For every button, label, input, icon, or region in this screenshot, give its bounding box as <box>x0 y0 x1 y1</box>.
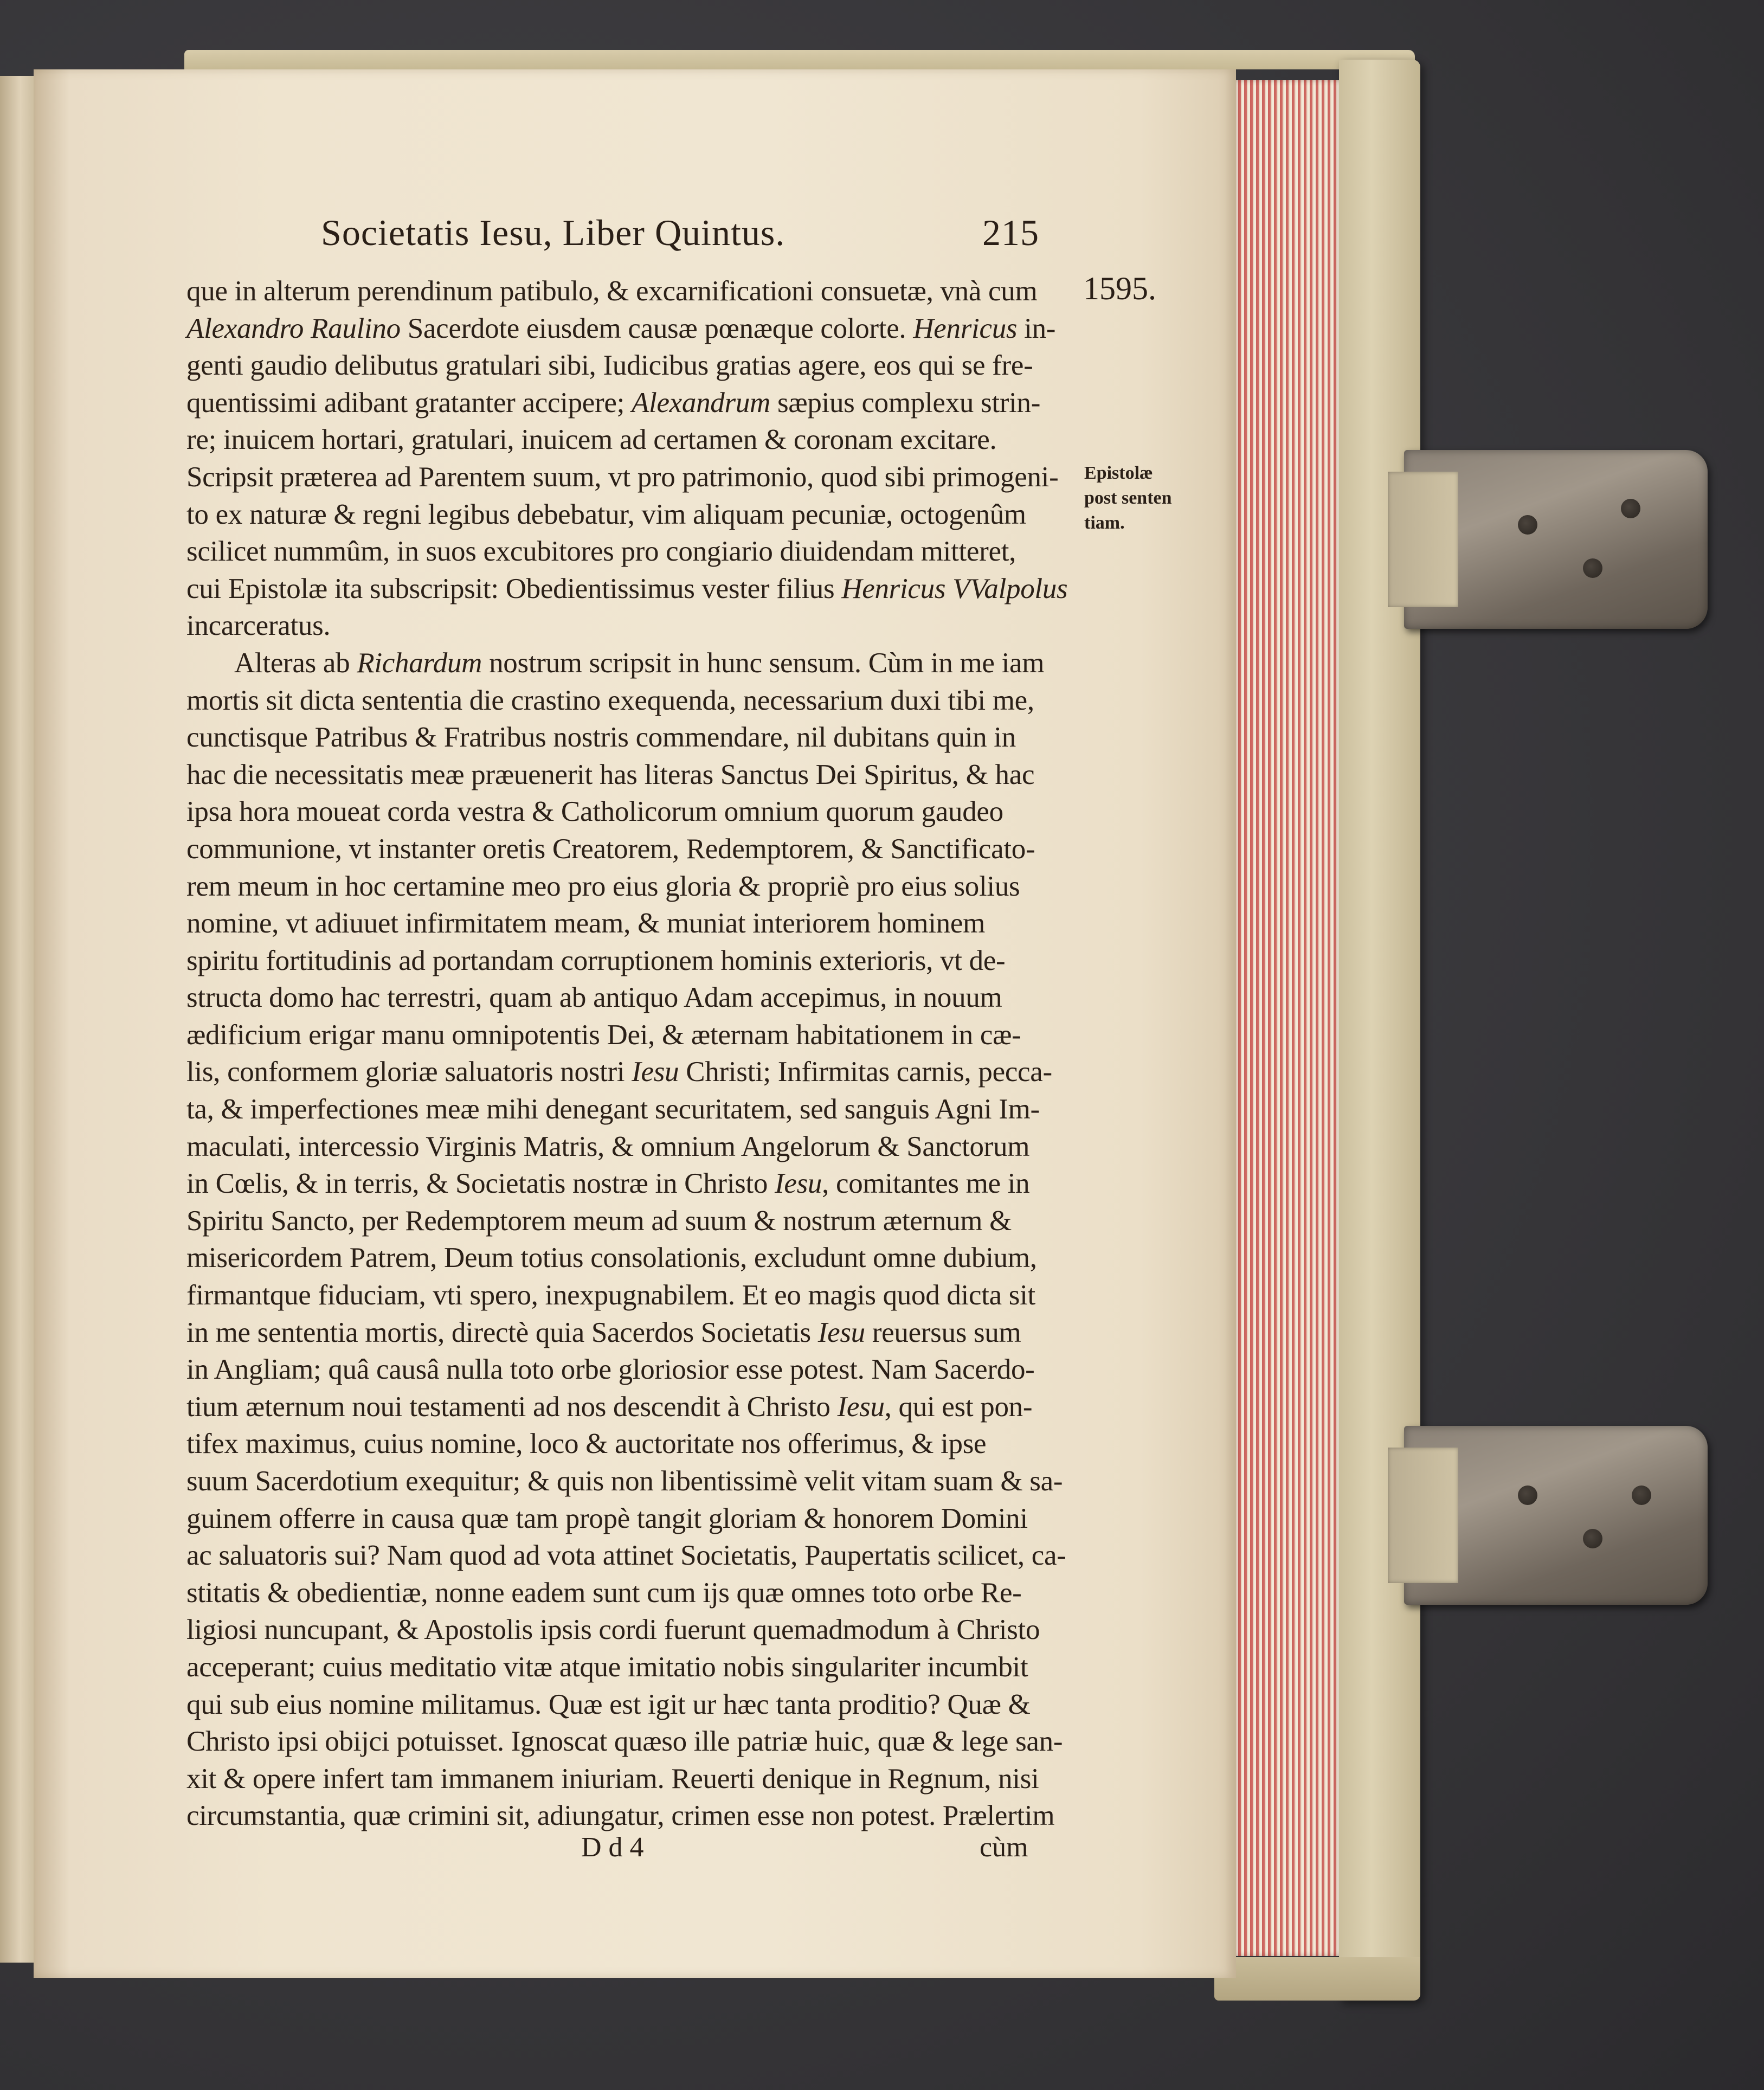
text-segment: genti gaudio delibutus gratulari sibi, Iudicibus gratias agere, eos qui se fre- <box>186 350 1033 382</box>
text-segment: ædificium erigar manu omnipotentis Dei, & æternam habitationem in cæ- <box>186 1019 1021 1051</box>
text-line <box>186 1723 1086 1760</box>
text-segment: rem meum in hoc certamine meo pro eius gloria & propriè pro eius solius <box>186 870 1020 902</box>
text-segment: nomine, vt adiuuet infirmitatem meam, & muniat interiorem hominem <box>186 908 985 940</box>
text-segment: maculati, intercessio Virginis Matris, & omnium Angelorum & Sanctorum <box>186 1130 1030 1162</box>
upper-clasp-band <box>1388 472 1458 607</box>
vellum-cover <box>1339 60 1420 2001</box>
text-segment: stitatis & obedientiæ, nonne eadem sunt cum ijs quæ omnes toto orbe Re- <box>186 1577 1022 1609</box>
text-line <box>186 1686 1086 1724</box>
text-line <box>186 942 1086 980</box>
text-segment: to ex naturæ & regni legibus debebatur, vim aliquam pecuniæ, octogenûm <box>186 498 1026 530</box>
italic-name: Iesu <box>632 1056 679 1088</box>
margin-note-line: Epistolæ <box>1084 463 1153 483</box>
rivet-icon <box>1583 1529 1602 1548</box>
text-segment: Alteras ab <box>234 647 357 679</box>
text-segment: spiritu fortitudinis ad portandam corruptionem hominis exterioris, vt de- <box>186 944 1006 976</box>
text-line <box>186 645 1086 682</box>
text-line <box>186 756 1086 794</box>
text-segment: mortis sit dicta sententia die crastino exequenda, necessarium duxi tibi me, <box>186 684 1034 716</box>
text-segment: in Angliam; quâ causâ nulla toto orbe gloriosior esse potest. Nam Sacerdo- <box>186 1354 1035 1386</box>
body-text <box>186 273 1086 1835</box>
italic-name: Henricus <box>913 312 1018 344</box>
text-line <box>186 682 1086 719</box>
lower-clasp <box>1404 1426 1708 1605</box>
text-line <box>186 1277 1086 1314</box>
margin-year: 1595. <box>1083 271 1156 306</box>
text-segment: in- <box>1017 312 1056 344</box>
text-segment: lis, conformem gloriæ saluatoris nostri <box>186 1056 632 1088</box>
text-line <box>186 1128 1086 1166</box>
text-segment: ipsa hora moueat corda vestra & Catholicorum omnium quorum gaudeo <box>186 796 1003 828</box>
text-segment: scilicet nummûm, in suos excubitores pro congiario diuidendam mitteret, <box>186 536 1016 568</box>
italic-name: Iesu <box>837 1391 885 1423</box>
italic-name: Henricus VValpolus <box>841 573 1068 605</box>
text-line <box>186 1165 1086 1202</box>
text-segment: circumstantia, quæ crimini sit, adiungatur, crimen esse non potest. Prælertim <box>186 1800 1055 1832</box>
page-number: 215 <box>982 212 1039 253</box>
facing-page-edge <box>0 76 34 1963</box>
text-segment: Scripsit præterea ad Parentem suum, vt pro patrimonio, quod sibi primogeni- <box>186 461 1059 493</box>
text-segment: incarceratus. <box>186 610 331 642</box>
text-line <box>186 1314 1086 1352</box>
text-line <box>186 905 1086 942</box>
rivet-icon <box>1518 515 1537 535</box>
text-segment: re; inuicem hortari, gratulari, inuicem ad certamen & coronam excitare. <box>186 424 997 456</box>
text-segment: in me sententia mortis, directè quia Sacerdos Societatis <box>186 1316 818 1348</box>
catchword: cùm <box>980 1832 1028 1863</box>
text-segment: ac saluatoris sui? Nam quod ad vota attinet Societatis, Paupertatis scilicet, ca- <box>186 1540 1066 1572</box>
italic-name: Alexandro Raulino <box>186 312 401 344</box>
text-segment: cui Epistolæ ita subscripsit: Obedientissimus vester filius <box>186 573 842 605</box>
text-line <box>186 1239 1086 1277</box>
text-line <box>186 868 1086 905</box>
text-line <box>186 310 1086 348</box>
text-line <box>186 1091 1086 1128</box>
cover-bottom-edge <box>1214 1957 1420 2001</box>
text-line <box>186 979 1086 1017</box>
margin-note-line: post senten <box>1084 488 1172 508</box>
text-segment: tium æternum noui testamenti ad nos descendit à Christo <box>186 1391 838 1423</box>
text-segment: misericordem Patrem, Deum totius consolationis, excludunt omne dubium, <box>186 1242 1037 1274</box>
text-segment: tifex maximus, cuius nomine, loco & auctoritate nos offerimus, & ipse <box>186 1428 987 1460</box>
rivet-icon <box>1518 1485 1537 1505</box>
rivet-icon <box>1632 1485 1651 1505</box>
text-line <box>186 1500 1086 1538</box>
text-line <box>186 496 1086 533</box>
text-line <box>186 1017 1086 1054</box>
red-page-edges <box>1236 80 1350 1956</box>
lower-clasp-band <box>1388 1448 1458 1583</box>
italic-name: Iesu <box>775 1168 822 1200</box>
cover-top-edge <box>184 50 1415 69</box>
text-line <box>186 1053 1086 1091</box>
margin-note-line: tiam. <box>1084 513 1125 533</box>
text-segment: qui sub eius nomine militamus. Quæ est igit ur hæc tanta proditio? Quæ & <box>186 1688 1031 1720</box>
text-line <box>186 347 1086 384</box>
text-line <box>186 793 1086 831</box>
text-segment: Sacerdote eiusdem causæ pœnæque colorte. <box>400 312 913 344</box>
signature-mark: D d 4 <box>581 1832 644 1863</box>
text-segment: ta, & imperfectiones meæ mihi denegant securitatem, sed sanguis Agni Im- <box>186 1094 1040 1126</box>
text-line <box>186 1463 1086 1500</box>
text-segment: acceperant; cuius meditatio vitæ atque imitatio nobis singulariter incumbit <box>186 1651 1028 1683</box>
text-line <box>186 384 1086 422</box>
text-line <box>186 607 1086 645</box>
text-segment: in Cœlis, & in terris, & Societatis nostræ in Christo <box>186 1168 775 1200</box>
text-line <box>186 1388 1086 1426</box>
text-segment: sæpius complexu strin- <box>770 387 1041 419</box>
text-segment: cunctisque Patribus & Fratribus nostris commendare, nil dubitans quin in <box>186 722 1016 754</box>
text-segment: Christi; Infirmitas carnis, pecca- <box>679 1056 1052 1088</box>
text-segment: reuersus sum <box>865 1316 1021 1348</box>
text-segment: hac die necessitatis meæ præuenerit has literas Sanctus Dei Spiritus, & hac <box>186 758 1035 790</box>
italic-name: Richardum <box>357 647 482 679</box>
rivet-icon <box>1583 558 1602 578</box>
text-line <box>186 1425 1086 1463</box>
text-line <box>186 1574 1086 1612</box>
text-line <box>186 273 1086 310</box>
upper-clasp <box>1404 450 1708 629</box>
rivet-icon <box>1621 499 1640 518</box>
text-segment: structa domo hac terrestri, quam ab antiquo Adam accepimus, in nouum <box>186 982 1002 1014</box>
italic-name: Iesu <box>817 1316 865 1348</box>
text-line <box>186 1351 1086 1388</box>
text-line <box>186 570 1086 608</box>
text-line <box>186 421 1086 459</box>
text-segment: nostrum scripsit in hunc sensum. Cùm in me iam <box>482 647 1045 679</box>
text-segment: xit & opere infert tam immanem iniuriam. Reuerti denique in Regnum, nisi <box>186 1763 1039 1795</box>
text-line <box>186 831 1086 868</box>
text-segment: que in alterum perendinum patibulo, & excarnificationi consuetæ, vnà cum <box>186 275 1038 307</box>
text-line <box>186 1797 1086 1835</box>
text-segment: ligiosi nuncupant, & Apostolis ipsis cordi fuerunt quemadmodum à Christo <box>186 1614 1040 1646</box>
text-line <box>186 1649 1086 1686</box>
text-segment: quentissimi adibant gratanter accipere; <box>186 387 632 419</box>
text-line <box>186 533 1086 570</box>
text-segment: Spiritu Sancto, per Redemptorem meum ad suum & nostrum æternum & <box>186 1205 1012 1237</box>
text-segment: firmantque fiduciam, vti spero, inexpugnabilem. Et eo magis quod dicta sit <box>186 1279 1035 1311</box>
book-page <box>34 69 1236 1978</box>
text-segment: suum Sacerdotium exequitur; & quis non libentissimè velit vitam suam & sa- <box>186 1465 1063 1497</box>
text-segment: , qui est pon- <box>884 1391 1033 1423</box>
text-segment: guinem offerre in causa quæ tam propè tangit gloriam & honorem Domini <box>186 1502 1028 1534</box>
text-segment: communione, vt instanter oretis Creatorem, Redemptorem, & Sanctificato- <box>186 833 1035 865</box>
text-line <box>186 719 1086 756</box>
text-line <box>186 459 1086 496</box>
running-title: Societatis Iesu, Liber Quintus. <box>321 212 786 253</box>
text-line <box>186 1537 1086 1574</box>
text-segment: Christo ipsi obijci potuisset. Ignoscat quæso ille patriæ huic, quæ & lege san- <box>186 1726 1063 1758</box>
text-segment: , comitantes me in <box>822 1168 1030 1200</box>
text-line <box>186 1202 1086 1240</box>
text-line <box>186 1760 1086 1798</box>
text-line <box>186 1611 1086 1649</box>
italic-name: Alexandrum <box>631 387 771 419</box>
